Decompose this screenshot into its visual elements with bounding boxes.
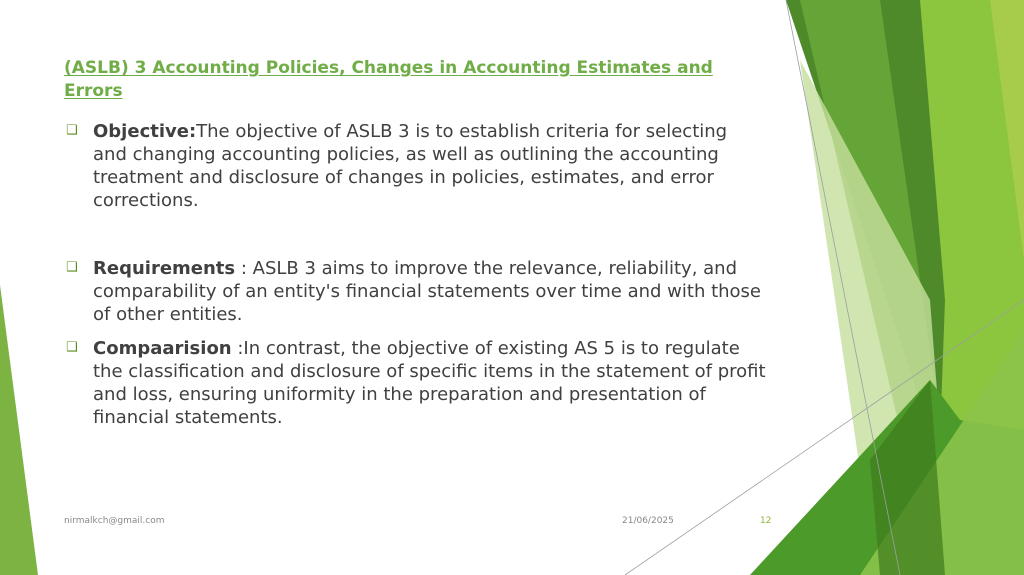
bullet-body: : ASLB 3 aims to improve the relevance, reliability, and comparability of an entity's financial statements over time and with those of other entities. (93, 258, 762, 325)
footer-page-number: 12 (760, 516, 772, 526)
footer-date: 21/06/2025 (622, 516, 674, 526)
bullet-comparison (66, 337, 766, 429)
hollow-square-bullet-icon: ❑ (66, 123, 78, 138)
bullet-lead: Objective: (93, 121, 197, 142)
hollow-square-bullet-icon: ❑ (66, 260, 78, 275)
bullet-body: :In contrast, the objective of existing AS 5 is to regulate the classification and disclosure of specific items in the statement of profit and loss, ensuring uniformity in the preparation and presentation of financial statements. (93, 338, 766, 428)
slide-title: (ASLB) 3 Accounting Policies, Changes in Accounting Estimates and Errors (64, 58, 713, 101)
bullet-requirements (66, 257, 766, 326)
bullet-text (93, 257, 766, 326)
hollow-square-bullet-icon: ❑ (66, 340, 78, 355)
footer-email: nirmalkch@gmail.com (64, 516, 165, 526)
bullet-text (93, 120, 766, 212)
bullet-body: The objective of ASLB 3 is to establish criteria for selecting and changing accounting policies, as well as outlining the accounting treatment and disclosure of changes in policies, estimates, and error corrections. (93, 121, 728, 211)
bullet-objective (66, 120, 766, 212)
bullet-text (93, 337, 766, 429)
bullet-lead: Compaarision (93, 338, 232, 359)
bullet-lead: Requirements (93, 258, 236, 279)
left-green-sliver (0, 285, 38, 575)
